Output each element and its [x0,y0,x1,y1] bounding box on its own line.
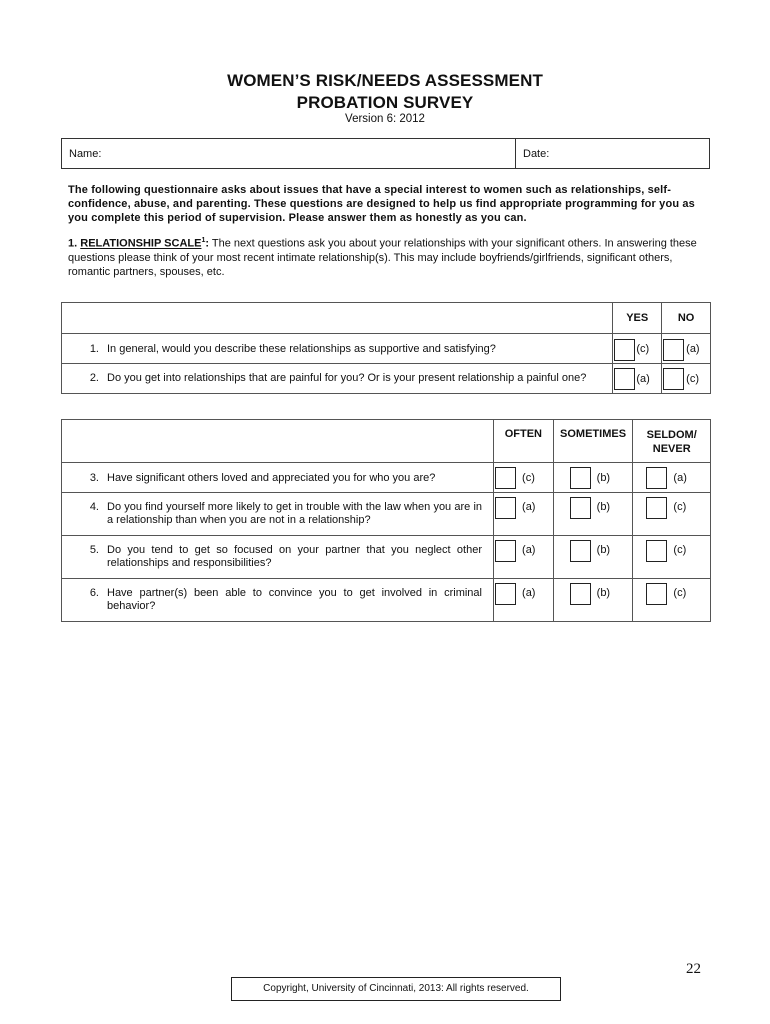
answer-code: (c) [636,343,650,355]
question-text: Have partner(s) been able to convince you to get involved in criminal behavior? [107,587,482,612]
answer-checkbox-often[interactable] [495,540,516,562]
question-number: 6. [89,587,99,599]
answer-code: (c) [522,472,535,484]
yes-no-table [61,302,711,394]
answer-checkbox-no[interactable] [663,368,684,390]
title-line-2: PROBATION SURVEY [296,93,474,112]
answer-code: (c) [673,501,687,513]
section-1-heading: RELATIONSHIP SCALE [80,237,202,250]
question-row [62,579,711,622]
question-text: Do you get into relationships that are painful for you? Or is your present relationship a painful one? [107,372,587,384]
question-number: 5. [89,544,99,556]
question-text: In general, would you describe these relationships as supportive and satisfying? [107,343,496,355]
question-row [62,364,711,394]
question-text: Do you find yourself more likely to get in trouble with the law when you are in a relationship than when you are not in a relationship? [107,501,482,526]
answer-checkbox-no[interactable] [663,339,684,361]
title-line-1: WOMEN’S RISK/NEEDS ASSESSMENT [227,71,543,90]
col-header-often: OFTEN [494,420,554,463]
question-row [62,493,711,536]
question-number: 1. [89,343,99,355]
section-1-text: The next questions ask you about your relationships with your significant others. In answering these questions please think of your most recent intimate relationship(s). This may include boyfriends/girlfriends, significant others, romantic partners, spouses, etc. [68,237,697,278]
intro-text: The following questionnaire asks about issues that have a special interest to women such as relationships, self-confidence, abuse, and parenting. These questions are designed to help us find appropriate programming for you as you complete this period of supervision. Please answer them as honestly as you can. [68,184,695,224]
answer-checkbox-yes[interactable] [614,368,635,390]
name-field[interactable]: Name: [69,148,102,160]
answer-checkbox-seldom-never[interactable] [646,583,667,605]
answer-checkbox-sometimes[interactable] [570,467,591,489]
answer-checkbox-often[interactable] [495,467,516,489]
col-header-sometimes: SOMETIMES [553,420,633,463]
footnote-marker: 1 [201,237,206,244]
answer-code: (c) [686,373,699,385]
name-date-box [61,138,710,169]
frequency-table [61,419,711,622]
question-row [62,536,711,579]
answer-code: (a) [636,373,650,385]
answer-code: (c) [673,587,687,599]
answer-code: (b) [596,587,611,599]
question-text: Do you tend to get so focused on your partner that you neglect other relationships and responsibilities? [107,544,482,569]
answer-checkbox-sometimes[interactable] [570,497,591,519]
question-number: 2. [89,372,99,384]
section-1-number: 1. [68,237,78,250]
col-header-no: NO [662,303,711,334]
answer-checkbox-seldom-never[interactable] [646,497,667,519]
answer-code: (a) [686,343,700,355]
answer-code: (b) [596,472,611,484]
question-number: 3. [89,472,99,484]
answer-code: (a) [522,544,536,556]
answer-code: (b) [596,501,611,513]
copyright-notice: Copyright, University of Cincinnati, 2013: All rights reserved. [231,977,561,1001]
answer-checkbox-often[interactable] [495,497,516,519]
answer-code: (a) [522,587,536,599]
date-field[interactable]: Date: [523,148,550,160]
answer-checkbox-often[interactable] [495,583,516,605]
question-row [62,463,711,493]
answer-code: (c) [673,544,687,556]
answer-checkbox-sometimes[interactable] [570,583,591,605]
version-label: Version 6: 2012 [345,113,425,125]
answer-code: (a) [522,501,536,513]
col-header-yes: YES [613,303,662,334]
answer-code: (b) [596,544,611,556]
answer-checkbox-sometimes[interactable] [570,540,591,562]
question-row [62,334,711,364]
answer-checkbox-yes[interactable] [614,339,635,361]
section-1-description: 1. RELATIONSHIP SCALE$^1$: The next questions ask you about your relationships with your significant others. In answering these questions please think of your most recent intimate relationship(s). This may include boyfriends/girlfriends, significant others, romantic partners, spouses, etc. [68,237,697,278]
question-text: Have significant others loved and appreciated you for who you are? [107,472,436,484]
question-number: 4. [89,501,99,513]
answer-checkbox-seldom-never[interactable] [646,467,667,489]
answer-code: (a) [673,472,687,484]
col-header-seldom-never: SELDOM/ NEVER [633,420,711,463]
page-number: 22 [686,961,701,977]
answer-checkbox-seldom-never[interactable] [646,540,667,562]
